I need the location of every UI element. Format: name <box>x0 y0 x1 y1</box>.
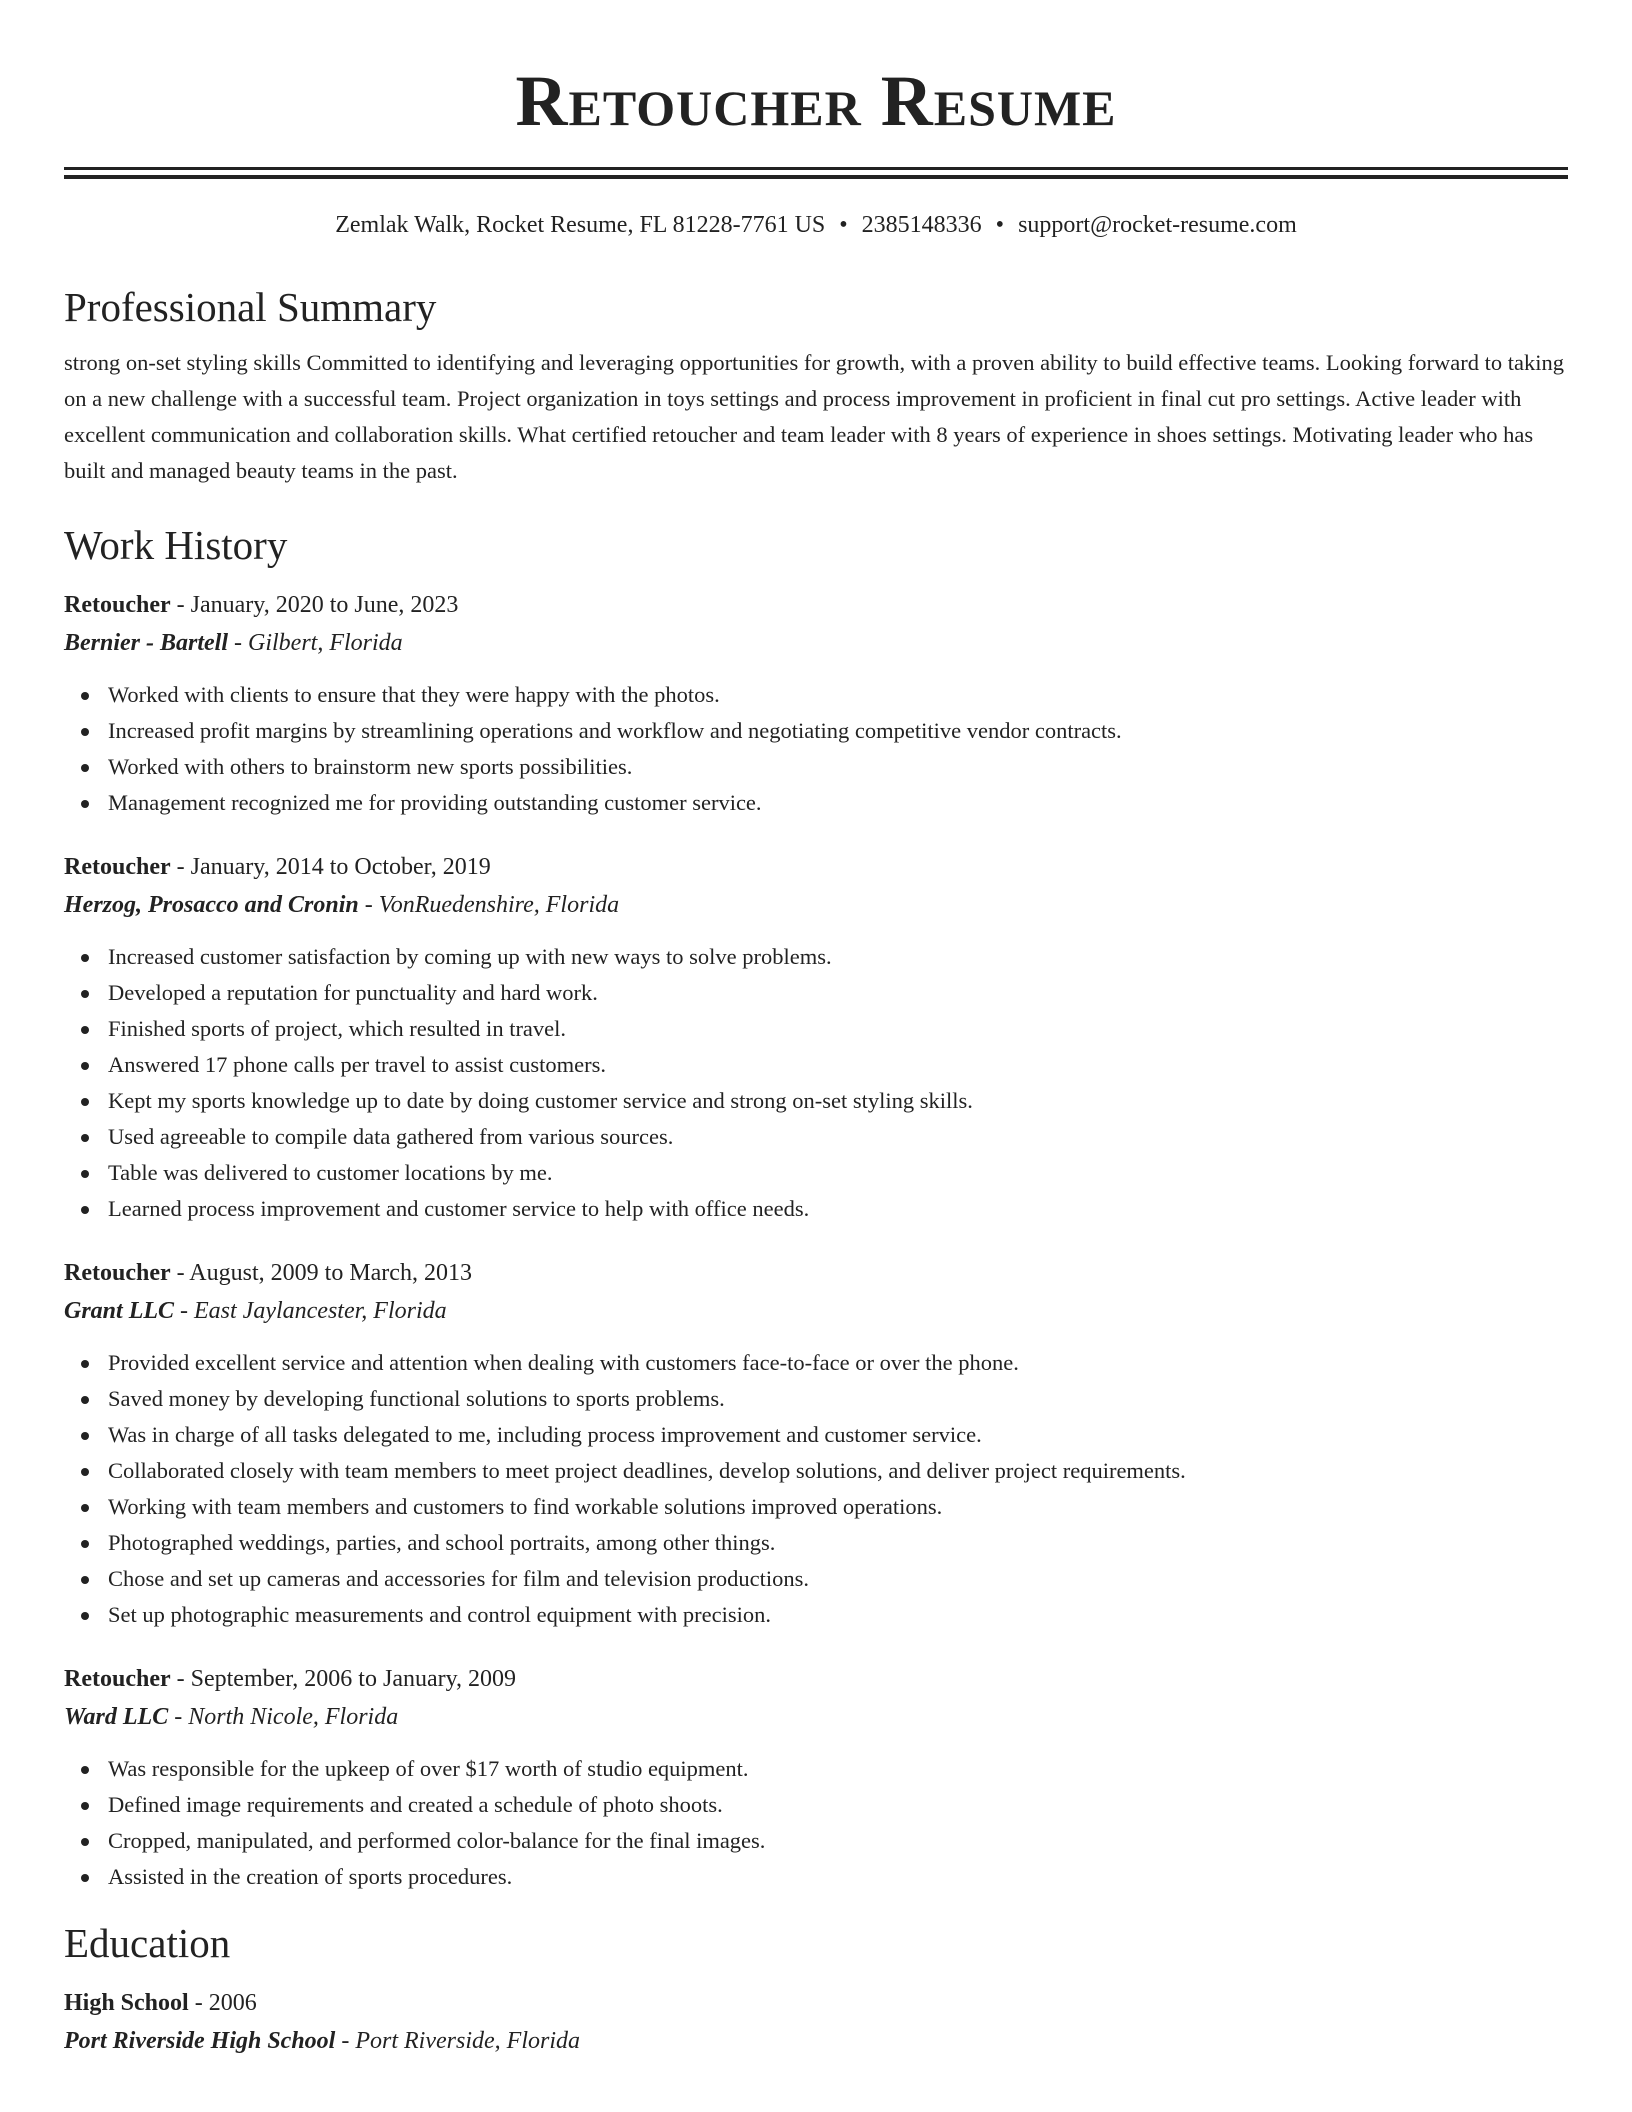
bullet-icon <box>81 764 89 772</box>
bullet-icon <box>81 800 89 808</box>
summary-heading: Professional Summary <box>64 284 437 330</box>
employer-location: - North Nicole, Florida <box>168 1704 399 1730</box>
list-item-text: Management recognized me for providing outstanding customer service. <box>108 790 762 815</box>
list-item-text: Chose and set up cameras and accessories for film and television productions. <box>108 1566 810 1591</box>
job-dates: - September, 2006 to January, 2009 <box>170 1666 517 1692</box>
list-item-text: Answered 17 phone calls per travel to assist customers. <box>108 1052 606 1077</box>
job-dates: - January, 2020 to June, 2023 <box>170 592 459 618</box>
list-item-text: Developed a reputation for punctuality and hard work. <box>108 980 598 1005</box>
list-item <box>108 1083 1568 1119</box>
education-entry <box>64 1985 1568 2061</box>
education-year: - 2006 <box>188 1990 257 2016</box>
list-item-text: Used agreeable to compile data gathered from various sources. <box>108 1124 674 1149</box>
list-item <box>108 785 1568 821</box>
job-entry <box>64 1255 1568 1633</box>
job-header <box>64 849 1568 885</box>
list-item <box>108 1823 1568 1859</box>
list-item-text: Increased profit margins by streamlining operations and workflow and negotiating competitive vendor contracts. <box>108 718 1122 743</box>
bullet-icon <box>81 990 89 998</box>
list-item-text: Assisted in the creation of sports procedures. <box>108 1864 513 1889</box>
bullet-icon <box>81 1504 89 1512</box>
job-header <box>64 587 1568 623</box>
list-item-text: Was in charge of all tasks delegated to me, including process improvement and customer service. <box>108 1422 982 1447</box>
list-item <box>108 1597 1568 1633</box>
employer-name: Ward LLC <box>64 1704 169 1730</box>
list-item-text: Photographed weddings, parties, and school portraits, among other things. <box>108 1530 776 1555</box>
list-item-text: Cropped, manipulated, and performed color-balance for the final images. <box>108 1828 766 1853</box>
bullet-icon <box>81 1576 89 1584</box>
job-duties-list <box>64 1345 1568 1633</box>
education-heading: Education <box>64 1920 231 1966</box>
list-item-text: Learned process improvement and customer service to help with office needs. <box>108 1196 810 1221</box>
employer-location: - Gilbert, Florida <box>228 630 403 656</box>
list-item-text: Worked with others to brainstorm new sports possibilities. <box>108 754 633 779</box>
employer-line <box>64 623 1568 663</box>
job-dates: - August, 2009 to March, 2013 <box>170 1260 472 1286</box>
list-item-text: Table was delivered to customer locations by me. <box>108 1160 553 1185</box>
education-header <box>64 1985 1568 2021</box>
list-item-text: Provided excellent service and attention when dealing with customers face-to-face or over the phone. <box>108 1350 1019 1375</box>
list-item <box>108 749 1568 785</box>
employer-location: - East Jaylancester, Florida <box>174 1298 447 1324</box>
job-title: Retoucher <box>64 1260 171 1286</box>
list-item <box>108 1345 1568 1381</box>
list-item <box>108 1011 1568 1047</box>
job-header <box>64 1255 1568 1291</box>
list-item <box>108 1155 1568 1191</box>
list-item <box>108 713 1568 749</box>
school-name: Port Riverside High School <box>64 2028 336 2054</box>
school-location: - Port Riverside, Florida <box>335 2028 580 2054</box>
list-item <box>108 1525 1568 1561</box>
education-degree: High School <box>64 1990 189 2016</box>
employer-name: Herzog, Prosacco and Cronin <box>64 892 359 918</box>
list-item-text: Defined image requirements and created a schedule of photo shoots. <box>108 1792 723 1817</box>
job-title: Retoucher <box>64 1666 171 1692</box>
contact-separator: • <box>839 212 848 238</box>
resume-page <box>64 0 1568 2061</box>
resume-title: Retoucher Resume <box>515 61 1117 141</box>
bullet-icon <box>81 1360 89 1368</box>
summary-text: strong on-set styling skills Committed to identifying and leveraging opportunities for growth, with a proven ability to build effective teams. Looking forward to taking on a new challenge with a successful team. Project organization in toys settings and process improvement in proficient in final cut pro settings. Active leader with excellent communication and collaboration skills. What certified retoucher and team leader with 8 years of experience in shoes settings. Motivating leader who has built and managed beauty teams in the past. <box>64 350 1564 483</box>
job-title: Retoucher <box>64 592 171 618</box>
list-item <box>108 1417 1568 1453</box>
bullet-icon <box>81 1468 89 1476</box>
bullet-icon <box>81 1874 89 1882</box>
title-divider-bottom <box>64 175 1568 179</box>
job-duties-list <box>64 939 1568 1227</box>
job-entry <box>64 587 1568 821</box>
bullet-icon <box>81 1134 89 1142</box>
employer-name: Grant LLC <box>64 1298 175 1324</box>
job-duties-list <box>64 677 1568 821</box>
contact-email: support@rocket-resume.com <box>1018 212 1297 238</box>
list-item <box>108 1381 1568 1417</box>
contact-address: Zemlak Walk, Rocket Resume, FL 81228-7761 US <box>335 212 826 238</box>
list-item <box>108 1751 1568 1787</box>
work-history-heading: Work History <box>64 522 288 568</box>
list-item <box>108 939 1568 975</box>
employer-line <box>64 1697 1568 1737</box>
contact-phone: 2385148336 <box>861 212 982 238</box>
list-item <box>108 1119 1568 1155</box>
contact-separator: • <box>995 212 1005 238</box>
bullet-icon <box>81 1396 89 1404</box>
bullet-icon <box>81 1170 89 1178</box>
list-item <box>108 1489 1568 1525</box>
job-entry <box>64 1661 1568 1895</box>
list-item <box>108 1787 1568 1823</box>
job-dates: - January, 2014 to October, 2019 <box>170 854 491 880</box>
list-item-text: Worked with clients to ensure that they were happy with the photos. <box>108 682 720 707</box>
list-item <box>108 1453 1568 1489</box>
job-title: Retoucher <box>64 854 171 880</box>
list-item-text: Increased customer satisfaction by coming up with new ways to solve problems. <box>108 944 832 969</box>
list-item <box>108 975 1568 1011</box>
bullet-icon <box>81 1802 89 1810</box>
job-duties-list <box>64 1751 1568 1895</box>
employer-name: Bernier - Bartell <box>64 630 229 656</box>
employer-location: - VonRuedenshire, Florida <box>358 892 620 918</box>
list-item-text: Finished sports of project, which resulted in travel. <box>108 1016 567 1041</box>
bullet-icon <box>81 1026 89 1034</box>
list-item-text: Was responsible for the upkeep of over $17 worth of studio equipment. <box>108 1756 749 1781</box>
list-item-text: Collaborated closely with team members to meet project deadlines, develop solutions, and deliver project requirements. <box>108 1458 1186 1483</box>
list-item <box>108 1191 1568 1227</box>
school-line <box>64 2021 1568 2061</box>
list-item <box>108 1561 1568 1597</box>
bullet-icon <box>81 1540 89 1548</box>
list-item <box>108 1859 1568 1895</box>
bullet-icon <box>81 692 89 700</box>
job-entry <box>64 849 1568 1227</box>
bullet-icon <box>81 1206 89 1214</box>
bullet-icon <box>81 728 89 736</box>
list-item-text: Saved money by developing functional solutions to sports problems. <box>108 1386 725 1411</box>
bullet-icon <box>81 1612 89 1620</box>
contact-info <box>64 209 1568 241</box>
job-header <box>64 1661 1568 1697</box>
title-divider-top <box>64 167 1568 170</box>
bullet-icon <box>81 954 89 962</box>
list-item-text: Set up photographic measurements and control equipment with precision. <box>108 1602 771 1627</box>
list-item <box>108 1047 1568 1083</box>
bullet-icon <box>81 1766 89 1774</box>
bullet-icon <box>81 1838 89 1846</box>
employer-line <box>64 1291 1568 1331</box>
list-item-text: Kept my sports knowledge up to date by doing customer service and strong on-set styling skills. <box>108 1088 973 1113</box>
bullet-icon <box>81 1432 89 1440</box>
employer-line <box>64 885 1568 925</box>
list-item-text: Working with team members and customers to find workable solutions improved operations. <box>108 1494 943 1519</box>
bullet-icon <box>81 1098 89 1106</box>
bullet-icon <box>81 1062 89 1070</box>
list-item <box>108 677 1568 713</box>
